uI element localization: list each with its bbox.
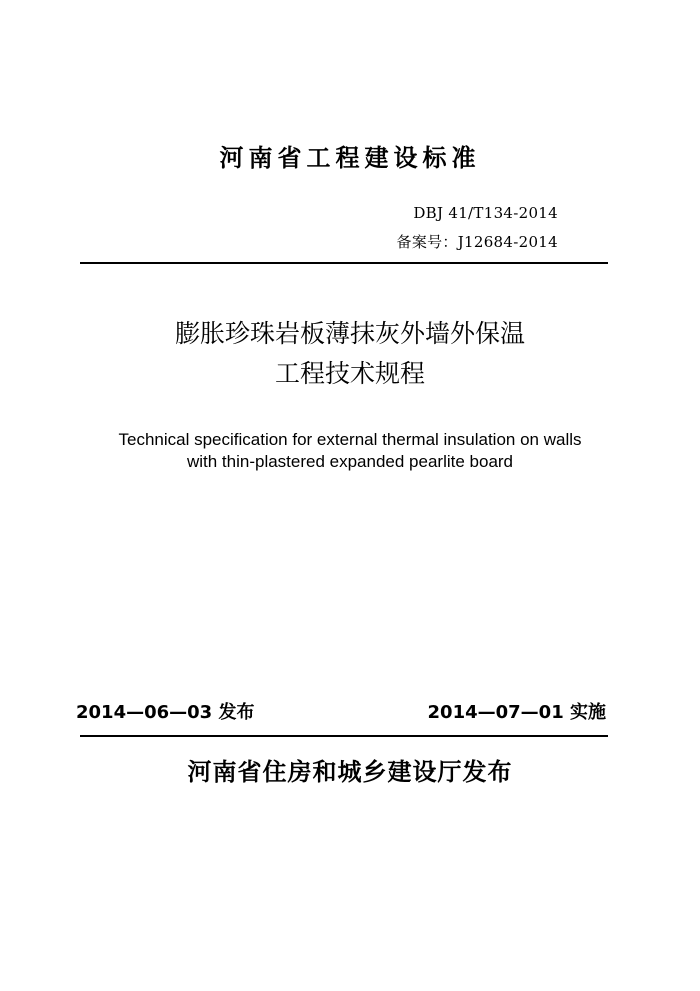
bottom-divider xyxy=(80,735,608,737)
issue-date: 2014—06—03 发布 xyxy=(76,702,255,723)
publisher: 河南省住房和城乡建设厅发布 xyxy=(187,758,513,786)
english-title-line-2: with thin-plastered expanded pearlite board xyxy=(186,452,514,471)
chinese-title-line-1: 膨胀珍珠岩板薄抹灰外墙外保温 xyxy=(174,319,525,348)
record-number: 备案号：J12684-2014 xyxy=(396,233,558,251)
standard-series-heading: 河南省工程建设标准 xyxy=(219,144,481,172)
implementation-date: 2014—07—01 实施 xyxy=(427,702,606,723)
chinese-title-line-2: 工程技术规程 xyxy=(274,359,425,388)
english-title-line-1: Technical specification for external thermal insulation on walls xyxy=(118,430,582,449)
top-divider xyxy=(80,262,608,264)
standard-code: DBJ 41/T134-2014 xyxy=(413,204,558,222)
